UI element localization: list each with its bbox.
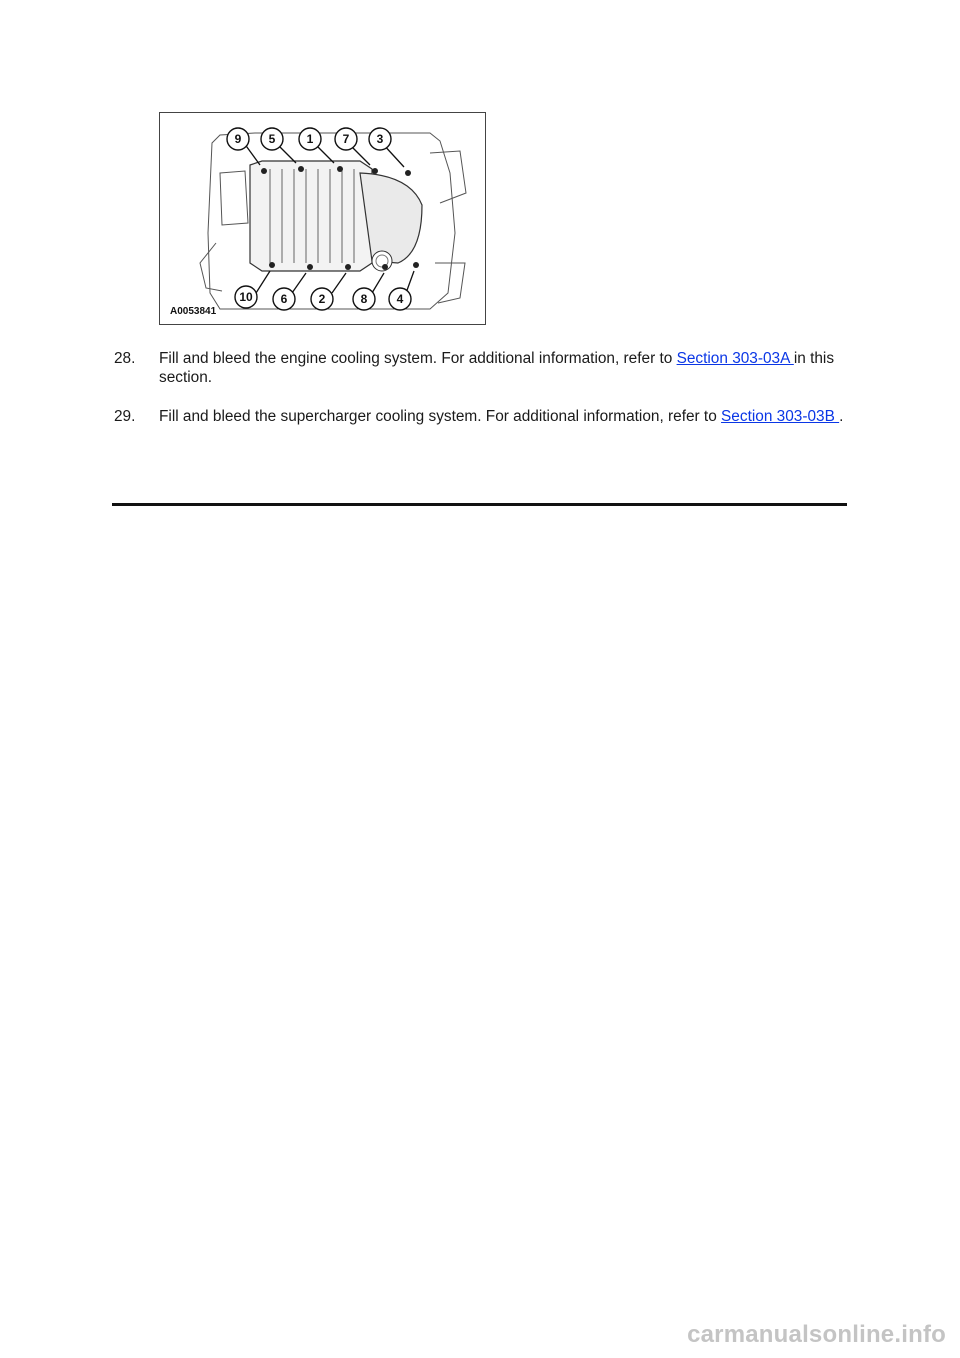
step-text-after: . xyxy=(839,408,844,425)
callout-label: 9 xyxy=(234,132,242,146)
callout-label: 6 xyxy=(280,292,288,306)
callout-label: 7 xyxy=(342,132,350,146)
watermark: carmanualsonline.info xyxy=(687,1321,946,1348)
callout-label: 5 xyxy=(268,132,276,146)
section-303-03b-link[interactable]: Section 303-03B xyxy=(721,408,840,425)
step-text-before: Fill and bleed the supercharger cooling system. For additional information, refer to xyxy=(159,408,722,425)
section-divider xyxy=(112,503,847,506)
section-303-03a-link[interactable]: Section 303-03A xyxy=(676,350,794,367)
callout-label: 3 xyxy=(376,132,384,146)
callout-label: 10 xyxy=(239,290,253,304)
step-text-after: in this section. xyxy=(159,350,835,386)
callout-label: 8 xyxy=(360,292,368,306)
figure-id: A0053841 xyxy=(170,306,217,317)
step-text-before: Fill and bleed the engine cooling system. For additional information, refer to xyxy=(159,350,677,367)
step-text xyxy=(159,407,844,426)
callout-label: 1 xyxy=(306,132,314,146)
illustration-supercharger-bolt-sequence xyxy=(159,112,486,325)
step-number: 29. xyxy=(114,408,136,425)
step-number: 28. xyxy=(114,350,136,367)
callout-label: 4 xyxy=(396,292,404,306)
step-text xyxy=(159,349,844,387)
callout-label: 2 xyxy=(318,292,326,306)
engine-drawing xyxy=(160,113,485,324)
